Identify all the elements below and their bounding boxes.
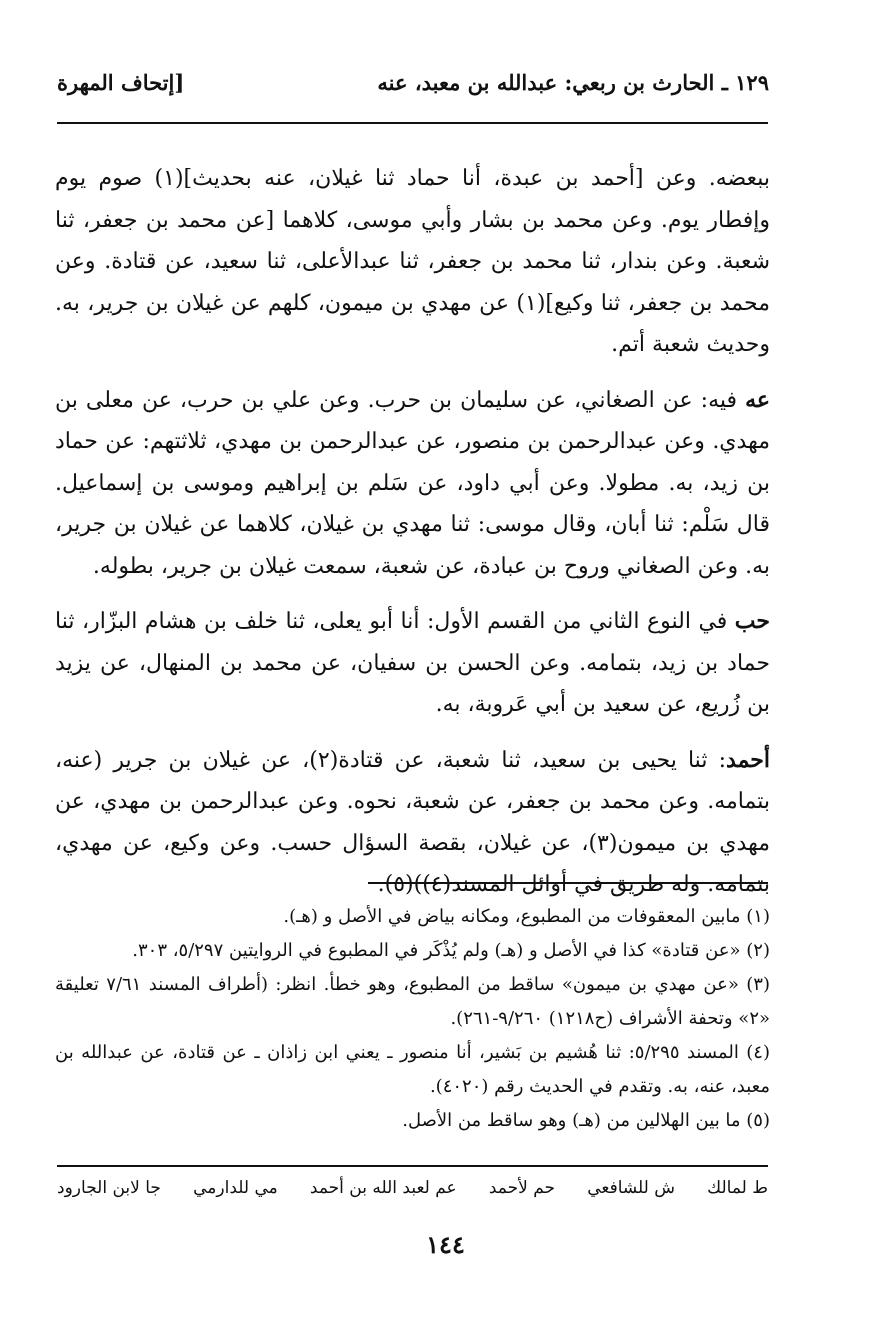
source-abbreviation: عه	[745, 386, 770, 413]
book-title: [إتحاف المهرة	[57, 70, 185, 95]
source-abbreviation: حب	[734, 608, 770, 634]
footnote-3: (٣) «عن مهدي بن ميمون» ساقط من المطبوع، وهو خطأ. انظر: (أطراف المسند ٧/٦١ تعليقة «٢» وتحفة الأشراف (ح١٢١٨) ٩/٢٦٠-٢٦١).	[55, 974, 770, 1029]
footnote-4: (٤) المسند ٥/٢٩٥: ثنا هُشيم بن بَشير، أنا منصور ـ يعني ابن زاذان ـ عن قتادة، عن عبدالله بن معبد، عنه، به. وتقدم في الحديث رقم (٤٠٢٠).	[55, 1042, 770, 1097]
page-number: ١٤٤	[426, 1230, 465, 1259]
legend-item: حم لأحمد	[488, 1178, 556, 1198]
footnote-divider	[368, 882, 768, 884]
abbreviation-legend	[57, 1178, 768, 1198]
paragraph-text: ببعضه. وعن [أحمد بن عبدة، أنا حماد ثنا غيلان، عنه بحديث](١) صوم يوم وإفطار يوم. وعن محمد بن بشار وأبي موسى، كلاهما [عن محمد بن جعفر، ثنا شعبة. وعن بندار، ثنا محمد بن جعفر، ثنا عبدالأعلى، ثنا سعيد، عن قتادة. وعن محمد بن جعفر، ثنا وكيع](١) عن مهدي بن ميمون، كلهم عن غيلان بن جرير، به. وحديث شعبة أتم.	[55, 166, 770, 357]
legend-item: مي للدارمي	[193, 1178, 278, 1198]
paragraph-text: في النوع الثاني من القسم الأول: أنا أبو يعلى، ثنا خلف بن هشام البزّار، ثنا حماد بن زيد، بتمامه. وعن الحسن بن سفيان، عن محمد بن المنهال، عن يزيد بن زُريع، عن سعيد بن أبي عَروبة، به.	[55, 609, 770, 717]
paragraph-3	[55, 601, 770, 726]
legend-item: عم لعبد الله بن أحمد	[309, 1178, 457, 1198]
footnote-2: (٢) «عن قتادة» كذا في الأصل و (هـ) ولم يُذْكَر في المطبوع في الروايتين ٥/٢٩٧، ٣٠٣.	[132, 940, 770, 961]
legend-divider	[57, 1165, 768, 1167]
chapter-heading: ١٢٩ ـ الحارث بن ربعي: عبدالله بن معبد، عنه	[377, 70, 769, 95]
main-text	[55, 158, 770, 920]
paragraph-text: : ثنا يحيى بن سعيد، ثنا شعبة، عن قتادة(٢)، عن غيلان بن جرير (عنه، بتمامه. وعن محمد بن جعفر، عن شعبة، نحوه. وعن عبدالرحمن بن مهدي، عن مهدي بن ميمون(٣)، عن غيلان، بقصة السؤال حسب. وعن وكيع، عن مهدي، بتمامه. وله طريق في أوائل المسند(٤))(٥).	[55, 747, 770, 897]
source-abbreviation: أحمد	[726, 746, 770, 773]
header-divider	[57, 122, 768, 124]
footnote-5: (٥) ما بين الهلالين من (هـ) وهو ساقط من الأصل.	[402, 1110, 770, 1131]
paragraph-1	[55, 158, 770, 366]
footnotes	[55, 900, 770, 1138]
legend-item: ط لمالك	[707, 1178, 768, 1198]
footnote-1: (١) مابين المعقوفات من المطبوع، ومكانه بياض في الأصل و (هـ).	[283, 906, 770, 927]
legend-item: جا لابن الجارود	[57, 1178, 161, 1198]
paragraph-2	[55, 380, 770, 588]
paragraph-4	[55, 740, 770, 906]
paragraph-text: فيه: عن الصغاني، عن سليمان بن حرب. وعن علي بن حرب، عن معلى بن مهدي. وعن عبدالرحمن بن منصور، عن عبدالرحمن بن مهدي، ثلاثتهم: عن حماد بن زيد، به. مطولا. وعن أبي داود، عن سَلم بن إبراهيم وموسى بن إسماعيل. قال سَلْم: ثنا أبان، وقال موسى: ثنا مهدي بن غيلان، كلاهما عن غيلان بن جرير، به. وعن الصغاني وروح بن عبادة، عن شعبة، سمعت غيلان بن جرير، بطوله.	[55, 387, 770, 579]
legend-item: ش للشافعي	[587, 1178, 676, 1198]
